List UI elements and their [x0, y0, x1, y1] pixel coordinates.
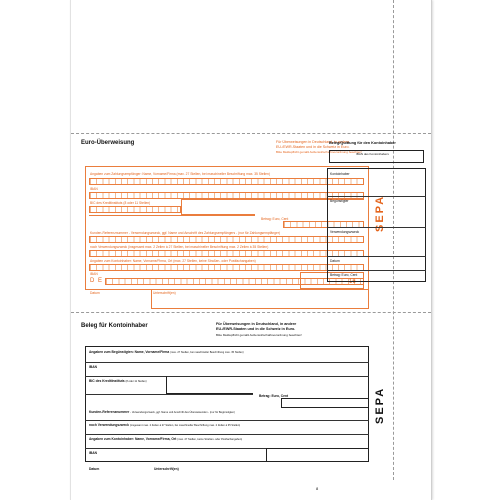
purpose-label: noch Verwendungszweck (insgesamt max. 2 Zeilen à 27 Stellen, bei maschineller Beschriftung max. 2 Zeilen à 35 Stellen) [90, 245, 269, 249]
holder-purpose-label: noch Verwendungszweck [89, 423, 129, 427]
form-sheet [70, 0, 432, 500]
signature-label: Unterschrift(en) [153, 291, 176, 295]
page-number: 8 [316, 486, 319, 491]
holder-beneficiary-label: Angaben zum Begünstigten: Name, Vorname/Firma [89, 350, 170, 354]
iban-label: IBAN [90, 187, 98, 191]
holder-sepa-logo: SEPA [374, 386, 386, 424]
transfer-title: Euro-Überweisung [81, 140, 135, 146]
holder-title: Beleg für Kontoinhaber [81, 323, 148, 329]
amount-label: Betrag: Euro, Cent [261, 217, 289, 221]
payer-iban-label: IBAN [90, 272, 98, 276]
receipt-divider [327, 256, 426, 257]
holder-reference-label: Kunden-Referenznummer [89, 410, 130, 414]
holder-divider [85, 434, 369, 435]
receipt-frame [327, 168, 426, 282]
transfer-info-3: Bitte Meldepflicht gemäß Außenwirtschaftsverordnung beachten! [276, 150, 362, 154]
receipt-account-holder: Kontoinhaber [330, 172, 350, 176]
holder-info-3: Bitte Meldepflicht gemäß Außenwirtschaftsverordnung beachten! [216, 333, 302, 337]
reference-label: Kunden-Referenznummer - Verwendungszweck, ggf. Name und Anschrift des Zahlungsempfängers - (nur für Zahlungsempfänger) [90, 231, 281, 235]
receipt-divider [327, 270, 426, 271]
holder-code-box [266, 448, 369, 462]
form-code: 16 [349, 279, 356, 285]
receipt-date: Datum [330, 259, 340, 263]
receipt-iban-label: IBAN des Kontoinhabers [356, 152, 389, 156]
holder-bic-hint: (8 oder 11 Stellen) [125, 380, 147, 383]
beneficiary-label: Angaben zum Zahlungsempfänger: Name, Vorname/Firma (max. 27 Stellen, bei maschineller Beschriftung max. 35 Stellen) [90, 172, 270, 176]
perforation-middle [71, 312, 431, 313]
holder-payer-hint: (max. 27 Stellen, keine Straßen- oder Postfachangaben) [177, 438, 243, 441]
transfer-info-1: Für Überweisungen in Deutschland, in andere [276, 140, 350, 144]
holder-info-1: Für Überweisungen in Deutschland, in andere [216, 322, 297, 326]
holder-bic-frame [166, 376, 253, 394]
holder-divider [85, 362, 369, 363]
holder-beneficiary-hint: (max. 27 Stellen, bei maschineller Beschriftung max. 35 Stellen) [170, 351, 244, 354]
iban-prefix: D E [90, 278, 104, 284]
holder-bic-label: BIC des Kreditinstituts [89, 379, 125, 383]
holder-signature-label: Unterschrift(en) [154, 467, 179, 471]
holder-amount-field[interactable] [281, 398, 369, 408]
holder-iban-label: IBAN [89, 365, 98, 369]
receipt-amount: Betrag: Euro, Cent [330, 273, 358, 277]
transfer-info-2: EU-/EWR-Staaten und in die Schweiz in Euro. [276, 145, 350, 149]
receipt-divider [327, 196, 426, 197]
holder-payer-label: Angaben zum Kontoinhaber: Name, Vorname/Firma, Ort [89, 437, 177, 441]
holder-info-2: EU-/EWR-Staaten und in die Schweiz in Euro. [216, 327, 296, 331]
holder-divider [85, 394, 253, 395]
holder-amount-label: Betrag: Euro, Cent [259, 394, 289, 398]
sepa-logo: SEPA [374, 194, 386, 232]
receipt-divider [327, 227, 426, 228]
receipt-title: Beleg/Quittung für den Kontoinhaber [329, 141, 396, 145]
holder-payer-iban-label: IBAN [89, 451, 98, 455]
payer-label: Angaben zum Kontoinhaber: Name, Vorname/Firma, Ort (max. 27 Stellen, keine Straßen- oder Postfachangaben) [90, 259, 256, 263]
bic-label: BIC des Kreditinstituts (8 oder 11 Stellen) [90, 201, 151, 205]
holder-divider [85, 420, 369, 421]
receipt-purpose: Verwendungszweck [330, 230, 360, 234]
perforation-top [71, 133, 431, 134]
signature-field[interactable] [151, 289, 369, 309]
holder-purpose-hint: (insgesamt max. 2 Zeilen à 27 Stellen, bei maschineller Beschriftung max. 2 Zeilen à 35 Stellen) [129, 424, 241, 427]
receipt-beneficiary: Begünstigter [330, 199, 349, 203]
holder-date-label: Datum [89, 467, 100, 471]
date-label: Datum [90, 291, 100, 295]
holder-reference-hint: - Verwendungszweck, ggf. Name und Anschrift des Überweisenden - (nur für Begünstigten) [130, 411, 235, 414]
